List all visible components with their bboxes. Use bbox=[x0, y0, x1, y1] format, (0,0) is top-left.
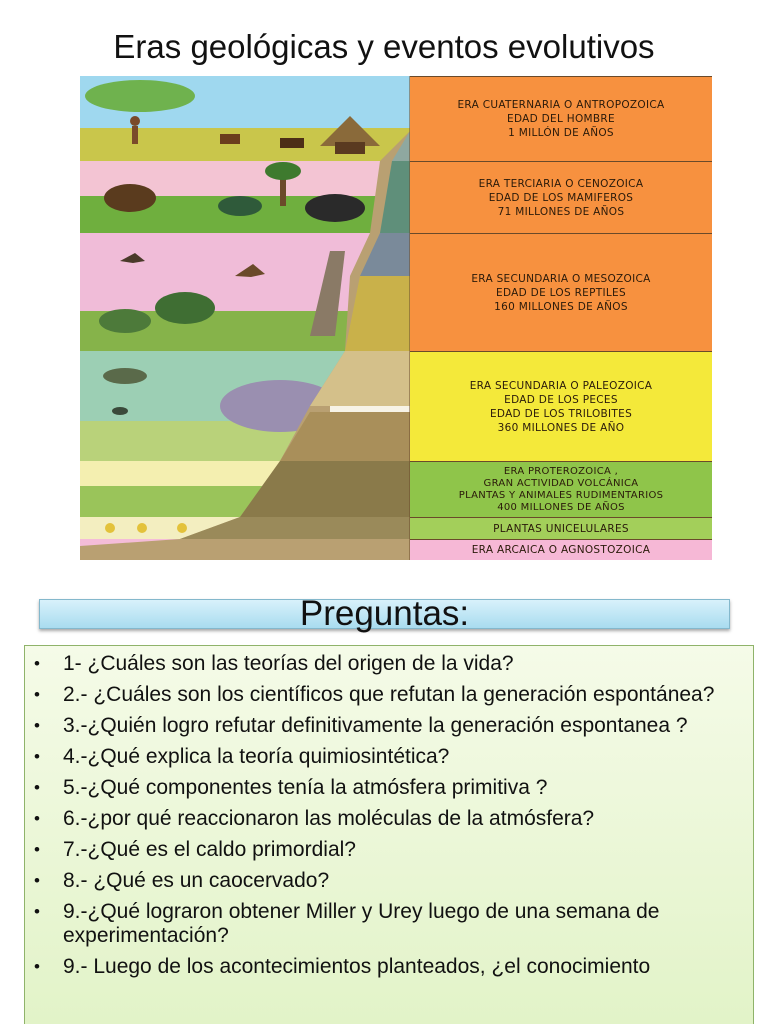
question-item: • 1- ¿Cuáles son las teorías del origen de la vida? bbox=[34, 652, 514, 675]
question-item: • 3.-¿Quién logro refutar definitivamente la generación espontanea ? bbox=[34, 714, 688, 737]
question-item: • 8.- ¿Qué es un caocervado? bbox=[34, 869, 330, 892]
era-label-paleozoica bbox=[410, 351, 712, 461]
question-item: • 4.-¿Qué explica la teoría quimiosintética? bbox=[34, 745, 450, 768]
eras-illustration bbox=[80, 76, 410, 560]
era-label-terciaria bbox=[410, 161, 712, 233]
bullet: • bbox=[34, 654, 40, 673]
question-item: • 7.-¿Qué es el caldo primordial? bbox=[34, 838, 356, 861]
bullet: • bbox=[34, 871, 40, 890]
era-label-proterozoica bbox=[410, 461, 712, 517]
era-label-unicelulares bbox=[410, 517, 712, 539]
questions-panel bbox=[24, 645, 754, 1024]
bullet: • bbox=[34, 778, 40, 797]
page-title: Eras geológicas y eventos evolutivos bbox=[113, 28, 655, 65]
era-label-lines: ERA SECUNDARIA O PALEOZOICA EDAD DE LOS PECES EDAD DE LOS TRILOBITES 360 MILLONES DE AÑO bbox=[469, 379, 653, 434]
era-label-lines: ERA TERCIARIA O CENOZOICA EDAD DE LOS MAMIFEROS 71 MILLONES DE AÑOS bbox=[478, 177, 644, 218]
era-label-lines: ERA ARCAICA O AGNOSTOZOICA bbox=[471, 544, 651, 556]
geologic-eras-figure bbox=[80, 76, 712, 560]
bullet: • bbox=[34, 809, 40, 828]
bullet: • bbox=[34, 902, 40, 921]
bullet: • bbox=[34, 716, 40, 735]
question-item: • 6.-¿por qué reaccionaron las moléculas de la atmósfera? bbox=[34, 807, 595, 830]
question-item: • 9.- Luego de los acontecimientos planteados, ¿el conocimiento bbox=[34, 955, 651, 978]
bullet: • bbox=[34, 747, 40, 766]
question-item: • 5.-¿Qué componentes tenía la atmósfera primitiva ? bbox=[34, 776, 548, 799]
preguntas-title: Preguntas: bbox=[299, 594, 470, 633]
era-label-lines: ERA PROTEROZOICA , GRAN ACTIVIDAD VOLCÁNICA PLANTAS Y ANIMALES RUDIMENTARIOS 400 MILLONES DE AÑOS bbox=[458, 465, 664, 513]
era-label-mesozoica bbox=[410, 233, 712, 351]
question-item: • 2.- ¿Cuáles son los científicos que refutan la generación espontánea? bbox=[34, 683, 715, 706]
question-item: • 9.-¿Qué lograron obtener Miller y Urey luego de una semana de experimentación? bbox=[34, 900, 660, 947]
bullet: • bbox=[34, 957, 40, 976]
era-label-lines: PLANTAS UNICELULARES bbox=[493, 522, 629, 535]
questions-list bbox=[25, 646, 753, 979]
era-label-lines: ERA CUATERNARIA O ANTROPOZOICA EDAD DEL HOMBRE 1 MILLÓN DE AÑOS bbox=[457, 99, 665, 139]
era-label-cuaternaria bbox=[410, 76, 712, 161]
bullet: • bbox=[34, 685, 40, 704]
era-label-lines: ERA SECUNDARIA O MESOZOICA EDAD DE LOS REPTILES 160 MILLONES DE AÑOS bbox=[471, 272, 651, 313]
era-label-arcaica bbox=[410, 539, 712, 560]
bullet: • bbox=[34, 840, 40, 859]
